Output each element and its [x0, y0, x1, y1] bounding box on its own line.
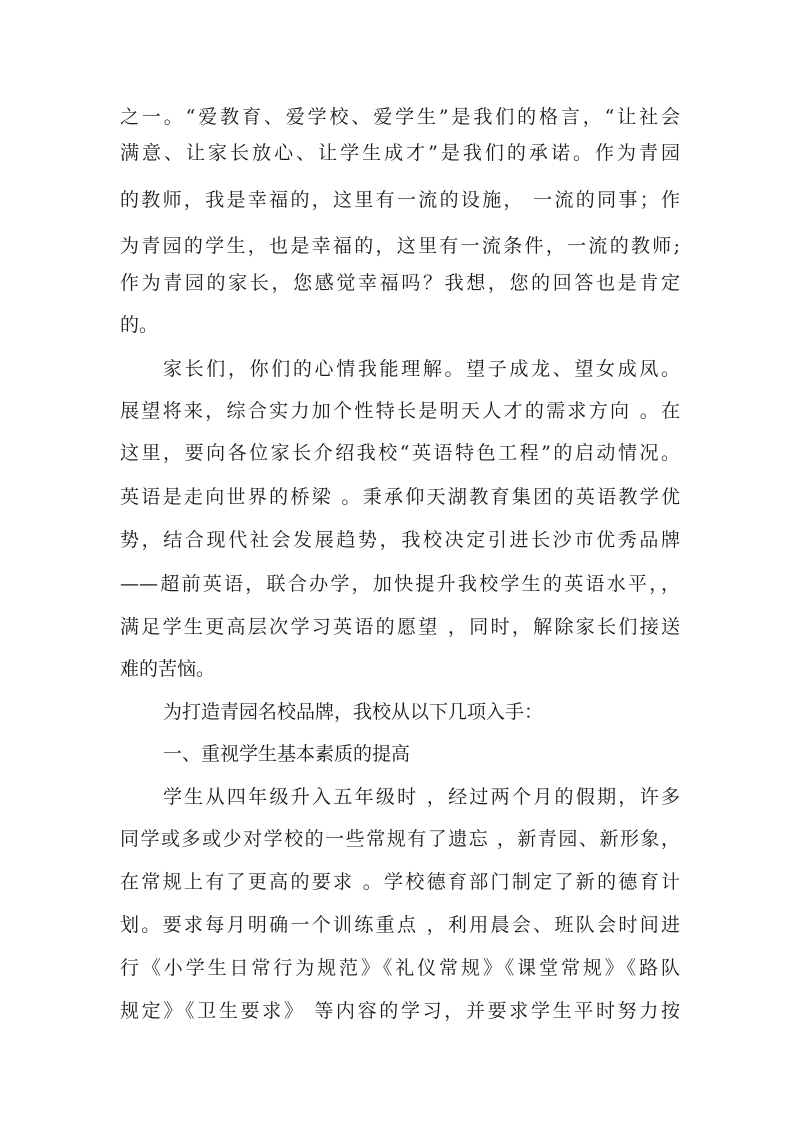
paragraph-line: 势，结合现代社会发展趋势，我校决定引进长沙市优秀品牌 — [120, 529, 680, 551]
paragraph-line: 这里，要向各位家长介绍我校“英语特色工程”的启动情况。 — [120, 442, 680, 464]
paragraph-line: 划。要求每月明确一个训练重点 ，利用晨会、班队会时间进 — [120, 914, 680, 936]
paragraph-line: 难的苦恼。 — [120, 658, 216, 680]
paragraph-line: 行《小学生日常行为规范》《礼仪常规》《课堂常规》《路队 — [120, 957, 680, 979]
paragraph-line: 之一。“爱教育、爱学校、爱学生”是我们的格言，“让社会 — [120, 106, 680, 128]
paragraph-line: 作为青园的家长，您感觉幸福吗？我想，您的回答也是肯定 — [120, 272, 680, 294]
paragraph-line: 为打造青园名校品牌，我校从以下几项入手： — [163, 701, 544, 723]
paragraph-line: ——超前英语，联合办学，加快提升我校学生的英语水平，， — [120, 573, 680, 595]
paragraph-line: 英语是走向世界的桥梁 。秉承仰天湖教育集团的英语教学优 — [120, 486, 680, 508]
section-heading: 一、重视学生基本素质的提高 — [163, 743, 411, 765]
paragraph-line: 展望将来，综合实力加个性特长是明天人才的需求方向 。在 — [120, 400, 680, 422]
paragraph-line: 规定》《卫生要求》 等内容的学习，并要求学生平时努力按 — [120, 1000, 680, 1022]
paragraph-line: 同学或多或少对学校的一些常规有了遗忘 ，新青园、新形象， — [120, 828, 680, 850]
paragraph-line: 在常规上有了更高的要求 。学校德育部门制定了新的德育计 — [120, 871, 680, 893]
paragraph-line: 学生从四年级升入五年级时 ，经过两个月的假期，许多 — [163, 786, 680, 808]
paragraph-line: 为青园的学生，也是幸福的，这里有一流条件，一流的教师; — [120, 235, 680, 257]
paragraph-line: 的。 — [120, 314, 159, 336]
paragraph-line: 的教师，我是幸福的，这里有一流的设施， 一流的同事；作 — [120, 189, 680, 211]
paragraph-line: 家长们，你们的心情我能理解。望子成龙、望女成凤。 — [163, 358, 680, 380]
paragraph-line: 满足学生更高层次学习英语的愿望 ，同时，解除家长们接送 — [120, 616, 680, 638]
paragraph-line: 满意、让家长放心、让学生成才”是我们的承诺。作为青园 — [120, 142, 680, 164]
